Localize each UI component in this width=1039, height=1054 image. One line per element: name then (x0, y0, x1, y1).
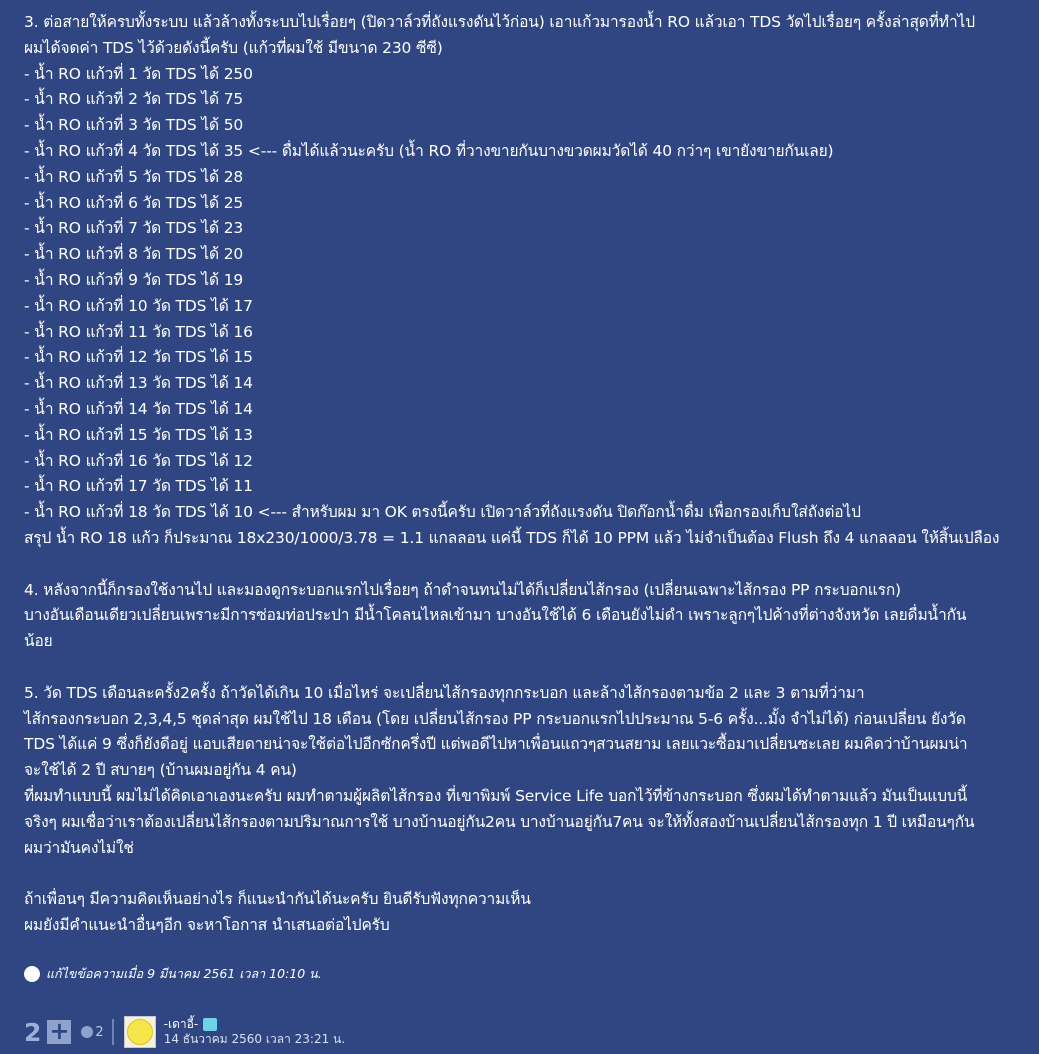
smiley-face-icon (127, 1019, 153, 1045)
emotion-count: 2 (95, 1024, 104, 1040)
emotion-icon[interactable] (81, 1026, 93, 1038)
vote-count: 2 (24, 1017, 42, 1047)
post-line: จะใช้ได้ 2 ปี สบายๆ (บ้านผมอยู่กัน 4 คน) (24, 761, 297, 780)
post-line: - น้ำ RO แก้วที่ 17 วัด TDS ได้ 11 (24, 477, 253, 496)
edit-icon (24, 966, 40, 982)
post-line: - น้ำ RO แก้วที่ 13 วัด TDS ได้ 14 (24, 374, 253, 393)
edit-note-text: แก้ไขข้อความเมื่อ 9 มีนาคม 2561 เวลา 10:10 น. (46, 966, 322, 981)
post-line: ที่ผมทำแบบนี้ ผมไม่ได้คิดเอาเองนะครับ ผมทำตามผู้ผลิตไส้กรอง ที่เขาพิมพ์ Service Life บอกไว้ที่ข้างกระบอก ซึ่งผมได้ทำตามแล้ว มันเป็นแบบนี้ (24, 786, 968, 805)
post-line: - น้ำ RO แก้วที่ 2 วัด TDS ได้ 75 (24, 90, 244, 109)
post-line: - น้ำ RO แก้วที่ 14 วัด TDS ได้ 14 (24, 399, 253, 418)
blank-line (24, 655, 1015, 681)
post-line: - น้ำ RO แก้วที่ 5 วัด TDS ได้ 28 (24, 167, 244, 186)
post-line: - น้ำ RO แก้วที่ 12 วัด TDS ได้ 15 (24, 348, 253, 367)
footer-divider (112, 1019, 114, 1045)
post-line: - น้ำ RO แก้วที่ 8 วัด TDS ได้ 20 (24, 245, 244, 264)
post-line: สรุป น้ำ RO 18 แก้ว ก็ประมาณ 18x230/1000/3.78 = 1.1 แกลลอน แค่นี้ TDS ก็ได้ 10 PPM แล้ว ไม่จำเป็นต้อง Flush ถึง 4 แกลลอน ให้สิ้นเปลือง (24, 528, 1000, 547)
post-line: 4. หลังจากนี้ก็กรองใช้งานไป และมองดูกระบอกแรกไปเรื่อยๆ ถ้าดำจนทนไม่ได้ก็เปลี่ยนไส้กรอง (เปลี่ยนเฉพาะไส้กรอง PP กระบอกแรก) (24, 580, 901, 599)
edit-note (24, 964, 322, 984)
post-line: - น้ำ RO แก้วที่ 9 วัด TDS ได้ 19 (24, 270, 244, 289)
member-badge-icon (203, 1018, 217, 1031)
post-line: น้อย (24, 632, 53, 651)
post-line: - น้ำ RO แก้วที่ 15 วัด TDS ได้ 13 (24, 425, 253, 444)
post-line: ผมยังมีคำแนะนำอื่นๆอีก จะหาโอกาส นำเสนอต่อไปครับ (24, 915, 390, 934)
post-line: - น้ำ RO แก้วที่ 3 วัด TDS ได้ 50 (24, 116, 244, 135)
avatar[interactable] (124, 1016, 156, 1048)
author-row (164, 1017, 345, 1032)
post-line: - น้ำ RO แก้วที่ 6 วัด TDS ได้ 25 (24, 193, 244, 212)
post-line: ผมได้จดค่า TDS ไว้ด้วยดังนี้ครับ (แก้วที่ผมใช้ มีขนาด 230 ซีซี) (24, 38, 443, 57)
post-line: - น้ำ RO แก้วที่ 1 วัด TDS ได้ 250 (24, 64, 253, 83)
post-line: - น้ำ RO แก้วที่ 4 วัด TDS ได้ 35 <--- ดื่มได้แล้วนะครับ (น้ำ RO ที่วางขายกันบางขวดผมวัดได้ 40 กว่าๆ เขายังขายกันเลย) (24, 141, 834, 160)
post-line: ถ้าเพื่อนๆ มีความคิดเห็นอย่างไร ก็แนะนำกันได้นะครับ ยินดีรับฟังทุกความเห็น (24, 890, 531, 909)
author-block (164, 1017, 345, 1047)
plus-vote-button[interactable]: + (49, 1017, 70, 1045)
blank-line (24, 861, 1015, 887)
blank-line (24, 552, 1015, 578)
post-line: - น้ำ RO แก้วที่ 11 วัด TDS ได้ 16 (24, 322, 253, 341)
post-line: บางอันเดือนเดียวเปลี่ยนเพราะมีการซ่อมท่อประปา มีน้ำโคลนไหลเข้ามา บางอันใช้ได้ 6 เดือนยังไม่ดำ เพราะลูกๆไปค้างที่ต่างจังหวัด เลยดื่มน้ำกัน (24, 606, 967, 625)
post-line: 5. วัด TDS เดือนละครั้ง2ครั้ง ถ้าวัดได้เกิน 10 เมื่อไหร่ จะเปลี่ยนไส้กรองทุกกระบอก และล้างไส้กรองตามข้อ 2 และ 3 ตามที่ว่ามา (24, 683, 865, 702)
post-line: - น้ำ RO แก้วที่ 18 วัด TDS ได้ 10 <--- สำหรับผม มา OK ตรงนี้ครับ เปิดวาล์วที่ถังแรงดัน ปิดก๊อกน้ำดื่ม เพื่อกรองเก็บใส่ถังต่อไป (24, 503, 861, 522)
author-name[interactable]: -เดาอี้- (163, 1017, 199, 1031)
post-footer (24, 1012, 345, 1052)
post-line: - น้ำ RO แก้วที่ 7 วัด TDS ได้ 23 (24, 219, 244, 238)
post-line: 3. ต่อสายให้ครบทั้งระบบ แล้วล้างทั้งระบบไปเรื่อยๆ (ปิดวาล์วที่ถังแรงดันไว้ก่อน) เอาแก้วมารองน้ำ RO แล้วเอา TDS วัดไปเรื่อยๆ ครั้งล่าสุดที่ทำไป (24, 13, 975, 31)
post-line: - น้ำ RO แก้วที่ 16 วัด TDS ได้ 12 (24, 451, 253, 470)
post-body (24, 10, 1015, 939)
post-line: ผมว่ามันคงไม่ใช่ (24, 838, 134, 857)
post-date: 14 ธันวาคม 2560 เวลา 23:21 น. (163, 1032, 346, 1046)
post-line: - น้ำ RO แก้วที่ 10 วัด TDS ได้ 17 (24, 296, 253, 315)
post-line: จริงๆ ผมเชื่อว่าเราต้องเปลี่ยนไส้กรองตามปริมาณการใช้ บางบ้านอยู่กัน2คน บางบ้านอยู่กัน7คน จะให้ทั้งสองบ้านเปลี่ยนไส้กรองทุก 1 ปี เหมือนๆกัน (24, 812, 975, 831)
post-line: TDS ได้แค่ 9 ซึ่งก็ยังดีอยู่ แอบเสียดายน่าจะใช้ต่อไปอีกซักครึ่งปี แต่พอดีไปหาเพื่อนแถวๆสวนสยาม เลยแวะซื้อมาเปลี่ยนซะเลย ผมคิดว่าบ้านผมน่า (24, 735, 968, 754)
post-line: ไส้กรองกระบอก 2,3,4,5 ชุดล่าสุด ผมใช้ไป 18 เดือน (โดย เปลี่ยนไส้กรอง PP กระบอกแรกไปประมาณ 5-6 ครั้ง...มั้ง จำไม่ได้) ก่อนเปลี่ยน ยังวัด (24, 709, 966, 728)
